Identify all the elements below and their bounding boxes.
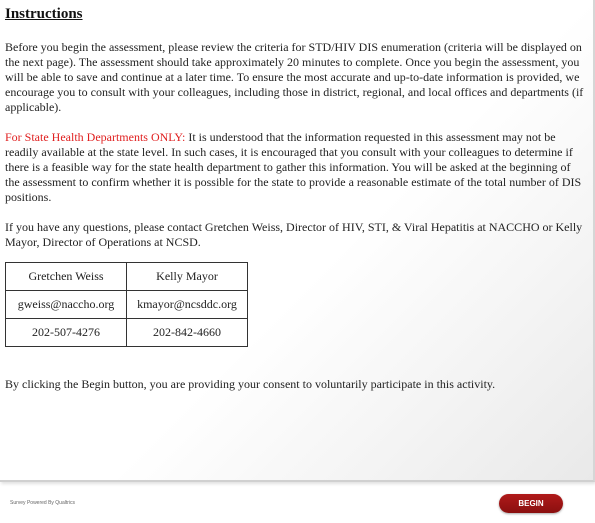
contacts-table bbox=[5, 262, 248, 347]
contact-paragraph: If you have any questions, please contact Gretchen Weiss, Director of HIV, STI, & Viral Hepatitis at NACCHO or Kelly Mayor, Director of Operations at NCSD. bbox=[5, 220, 583, 249]
contact-phone-cell: 202-507-4276 bbox=[6, 319, 127, 347]
powered-by-link[interactable]: Survey Powered By Qualtrics bbox=[10, 500, 76, 506]
table-row bbox=[6, 263, 248, 291]
table-row bbox=[6, 291, 248, 319]
contact-phone-cell: 202-842-4660 bbox=[127, 319, 248, 347]
table-row bbox=[6, 319, 248, 347]
consent-paragraph: By clicking the Begin button, you are providing your consent to voluntarily participate in this activity. bbox=[5, 377, 496, 391]
contact-email-cell: gweiss@naccho.org bbox=[6, 291, 127, 319]
state-health-highlight: For State Health Departments ONLY: bbox=[5, 130, 186, 144]
begin-button[interactable]: BEGIN bbox=[499, 494, 563, 513]
state-health-paragraph bbox=[5, 130, 585, 205]
contact-name-cell: Kelly Mayor bbox=[127, 263, 248, 291]
contact-email-cell: kmayor@ncsddc.org bbox=[127, 291, 248, 319]
instructions-heading: Instructions bbox=[5, 6, 83, 22]
intro-paragraph: Before you begin the assessment, please review the criteria for STD/HIV DIS enumeration (criteria will be displayed on the next page). The assessment should take approximately 20 minutes to complete. Once you begin the assessment, you will be able to save and continue at a later time. To ensure the most accurate and up-to-date information is provided, we encourage you to consult with your colleagues, including those in district, regional, and local offices and departments (if applicable). bbox=[5, 40, 584, 114]
contact-name-cell: Gretchen Weiss bbox=[6, 263, 127, 291]
state-health-text: It is understood that the information requested in this assessment may not be readily available at the state level. In such cases, it is encouraged that you consult with your colleagues to determine if there is a feasible way for the state health department to gather this information. You will be asked at the beginning of the assessment to confirm whether it is possible for the state to provide a reasonable estimate of the total number of DIS positions. bbox=[5, 130, 582, 204]
